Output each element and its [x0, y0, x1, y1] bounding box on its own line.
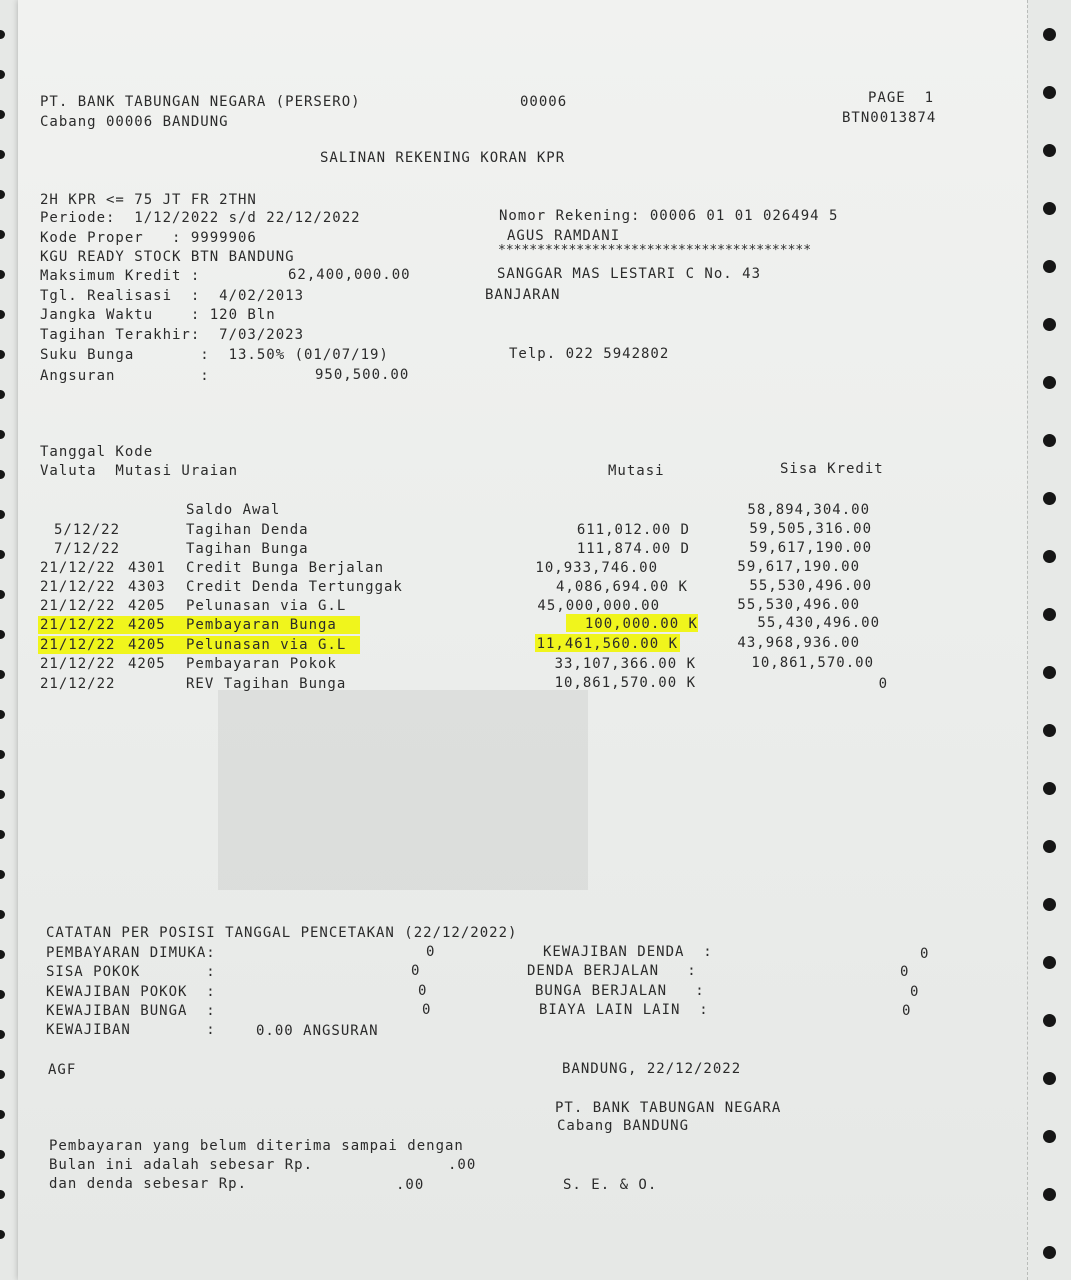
row-mutation: 10,933,746.00	[535, 560, 658, 576]
row-mutation: 10,861,570.00 K	[554, 675, 696, 691]
row-mutation: 611,012.00 D	[576, 522, 690, 538]
unpaid-note-line-2-label: Bulan ini adalah sebesar Rp.	[49, 1157, 314, 1173]
row-description: Credit Denda Tertunggak	[186, 579, 403, 595]
developer-name: KGU READY STOCK BTN BANDUNG	[40, 249, 295, 265]
perforation-hole	[0, 1030, 5, 1039]
perforation-hole	[0, 470, 5, 479]
notes-left-value: 0	[422, 1002, 432, 1018]
perforation-hole	[1043, 1188, 1056, 1201]
perforation-hole	[0, 350, 5, 359]
notes-right-value: 0	[920, 946, 930, 962]
perforation-hole	[1043, 666, 1056, 679]
perforation-hole	[0, 1070, 5, 1079]
perforation-hole	[0, 790, 5, 799]
perforation-hole	[0, 710, 5, 719]
star-separator: ****************************************	[498, 243, 812, 258]
officer-code: AGF	[48, 1062, 77, 1078]
installment-label: Angsuran :	[40, 368, 210, 384]
perforation-hole	[0, 110, 5, 119]
row-date: 7/12/22	[54, 541, 121, 557]
perforation-hole	[1043, 28, 1056, 41]
address-line-2: BANJARAN	[485, 287, 561, 303]
row-date: 21/12/22	[40, 560, 116, 576]
row-date: 21/12/22	[40, 656, 116, 672]
row-description: REV Tagihan Bunga	[186, 676, 347, 692]
row-code: 4205	[128, 617, 166, 633]
realization-date: Tgl. Realisasi : 4/02/2013	[40, 288, 305, 304]
page-number: PAGE 1	[868, 90, 935, 106]
kode-proper: Kode Proper : 9999906	[40, 230, 257, 246]
perforation-hole	[1043, 724, 1056, 737]
notes-right-label: BIAYA LAIN LAIN :	[539, 1002, 709, 1018]
errors-omissions: S. E. & O.	[563, 1177, 658, 1193]
perforation-hole	[1043, 956, 1056, 969]
row-balance: 59,505,316.00	[749, 521, 872, 537]
notes-right-label: BUNGA BERJALAN :	[535, 983, 705, 999]
perforation-hole	[1043, 1072, 1056, 1085]
perforation-hole	[0, 1150, 5, 1159]
left-tractor-strip	[0, 0, 18, 1280]
row-code: 4205	[128, 598, 166, 614]
perforation-hole	[0, 310, 5, 319]
perforation-hole	[1043, 782, 1056, 795]
perforation-hole	[0, 870, 5, 879]
perforation-hole	[0, 670, 5, 679]
notes-kewajiban-value: 0.00 ANGSURAN	[256, 1023, 379, 1039]
row-description: Pembayaran Pokok	[186, 656, 337, 672]
notes-right-value: 0	[900, 964, 910, 980]
perforation-hole	[1043, 1130, 1056, 1143]
account-number: Nomor Rekening: 00006 01 01 026494 5	[499, 208, 839, 224]
row-description: Pembayaran Bunga	[186, 617, 337, 633]
place-date: BANDUNG, 22/12/2022	[562, 1061, 742, 1077]
notes-right-value: 0	[910, 984, 920, 1000]
notes-title: CATATAN PER POSISI TANGGAL PENCETAKAN (22/12/2022)	[46, 925, 518, 941]
installment-value: 950,500.00	[315, 367, 410, 383]
perforation-hole	[0, 190, 5, 199]
table-header-line-2: Valuta Mutasi Uraian	[40, 463, 239, 479]
row-balance: 43,968,936.00	[737, 635, 860, 651]
row-mutation: 11,461,560.00 K	[536, 636, 678, 652]
row-balance: 55,530,496.00	[737, 597, 860, 613]
perforation-hole	[1043, 898, 1056, 911]
perforation-hole	[0, 30, 5, 39]
perforation-hole	[0, 830, 5, 839]
perforation-hole	[0, 270, 5, 279]
notes-left-label: SISA POKOK :	[46, 964, 216, 980]
perforation-hole	[1043, 86, 1056, 99]
perforation-hole	[1043, 434, 1056, 447]
row-description: Tagihan Bunga	[186, 541, 309, 557]
document-id: BTN0013874	[842, 110, 937, 126]
perforation-hole	[0, 430, 5, 439]
perforation-hole	[0, 750, 5, 759]
account-holder: AGUS RAMDANI	[507, 228, 621, 244]
row-mutation: 33,107,366.00 K	[554, 656, 696, 672]
notes-kewajiban-label: KEWAJIBAN :	[46, 1022, 216, 1038]
column-sisa-kredit: Sisa Kredit	[780, 461, 884, 477]
perforation-hole	[0, 1110, 5, 1119]
perforation-hole	[0, 230, 5, 239]
perforation-hole	[0, 910, 5, 919]
notes-left-value: 0	[411, 963, 421, 979]
perforation-hole	[0, 1230, 5, 1239]
row-code: 4301	[128, 560, 166, 576]
perforation-hole	[0, 390, 5, 399]
row-balance: 59,617,190.00	[749, 540, 872, 556]
notes-right-label: KEWAJIBAN DENDA :	[543, 944, 713, 960]
perforation-hole	[1043, 550, 1056, 563]
notes-left-label: PEMBAYARAN DIMUKA:	[46, 945, 216, 961]
row-date: 21/12/22	[40, 637, 116, 653]
notes-left-value: 0	[426, 944, 436, 960]
perforation-hole	[0, 70, 5, 79]
row-mutation: 100,000.00 K	[584, 616, 698, 632]
perforation-hole	[1043, 376, 1056, 389]
branch-code: 00006	[520, 94, 568, 110]
perforation-hole	[0, 590, 5, 599]
perforation-hole	[1043, 144, 1056, 157]
row-balance: 55,530,496.00	[749, 578, 872, 594]
notes-right-value: 0	[902, 1003, 912, 1019]
perforation-hole	[0, 950, 5, 959]
row-description: Credit Bunga Berjalan	[186, 560, 385, 576]
row-description: Tagihan Denda	[186, 522, 309, 538]
row-mutation: 45,000,000.00	[537, 598, 660, 614]
perforation-hole	[0, 150, 5, 159]
row-date: 5/12/22	[54, 522, 121, 538]
perforation-hole	[1043, 1246, 1056, 1259]
max-credit-label: Maksimum Kredit :	[40, 268, 201, 284]
max-credit-value: 62,400,000.00	[288, 267, 411, 283]
row-balance: 10,861,570.00	[751, 655, 874, 671]
phone-number: Telp. 022 5942802	[509, 346, 670, 362]
unpaid-note-line-1: Pembayaran yang belum diterima sampai dengan	[49, 1138, 464, 1154]
signature-branch: Cabang BANDUNG	[557, 1118, 690, 1134]
row-date: 21/12/22	[40, 579, 116, 595]
perforation-hole	[0, 1190, 5, 1199]
interest-rate: Suku Bunga : 13.50% (01/07/19)	[40, 347, 389, 363]
row-mutation: 4,086,694.00 K	[555, 579, 688, 595]
row-code: 4303	[128, 579, 166, 595]
row-balance: 59,617,190.00	[737, 559, 860, 575]
row-description: Saldo Awal	[186, 502, 281, 518]
perforation-hole	[1043, 1014, 1056, 1027]
branch-name: Cabang 00006 BANDUNG	[40, 114, 229, 130]
perforation-hole	[1043, 840, 1056, 853]
row-balance: 0	[878, 676, 888, 692]
unpaid-note-line-3-value: .00	[396, 1177, 425, 1193]
column-mutasi: Mutasi	[608, 463, 665, 479]
notes-right-label: DENDA BERJALAN :	[527, 963, 697, 979]
last-bill-date: Tagihan Terakhir: 7/03/2023	[40, 327, 305, 343]
perforation-hole	[1043, 202, 1056, 215]
perforation-hole	[0, 510, 5, 519]
bank-name: PT. BANK TABUNGAN NEGARA (PERSERO)	[40, 94, 361, 110]
perforation-hole	[1043, 318, 1056, 331]
address-line-1: SANGGAR MAS LESTARI C No. 43	[497, 266, 762, 282]
perforation-hole	[0, 990, 5, 999]
unpaid-note-line-3-label: dan denda sebesar Rp.	[49, 1176, 248, 1192]
signature-bank: PT. BANK TABUNGAN NEGARA	[555, 1100, 782, 1116]
period: Periode: 1/12/2022 s/d 22/12/2022	[40, 210, 361, 226]
row-date: 21/12/22	[40, 617, 116, 633]
row-balance: 58,894,304.00	[747, 502, 870, 518]
table-header-line-1: Tanggal Kode	[40, 444, 154, 460]
right-tractor-strip	[1027, 0, 1071, 1280]
loan-term: Jangka Waktu : 120 Bln	[40, 307, 276, 323]
row-date: 21/12/22	[40, 676, 116, 692]
product-name: 2H KPR <= 75 JT FR 2THN	[40, 192, 257, 208]
row-description: Pelunasan via G.L	[186, 637, 347, 653]
perforation-hole	[1043, 608, 1056, 621]
row-code: 4205	[128, 656, 166, 672]
row-code: 4205	[128, 637, 166, 653]
scan-shadow	[218, 690, 588, 890]
notes-left-label: KEWAJIBAN BUNGA :	[46, 1003, 216, 1019]
perforation-hole	[0, 550, 5, 559]
row-description: Pelunasan via G.L	[186, 598, 347, 614]
row-date: 21/12/22	[40, 598, 116, 614]
row-mutation: 111,874.00 D	[576, 541, 690, 557]
statement-sheet	[18, 0, 1028, 1280]
row-balance: 55,430,496.00	[757, 615, 880, 631]
perforation-hole	[0, 630, 5, 639]
perforation-hole	[1043, 492, 1056, 505]
notes-left-label: KEWAJIBAN POKOK :	[46, 984, 216, 1000]
page-title: SALINAN REKENING KORAN KPR	[320, 150, 566, 166]
unpaid-note-line-2-value: .00	[448, 1157, 477, 1173]
perforation-hole	[1043, 260, 1056, 273]
notes-left-value: 0	[418, 983, 428, 999]
